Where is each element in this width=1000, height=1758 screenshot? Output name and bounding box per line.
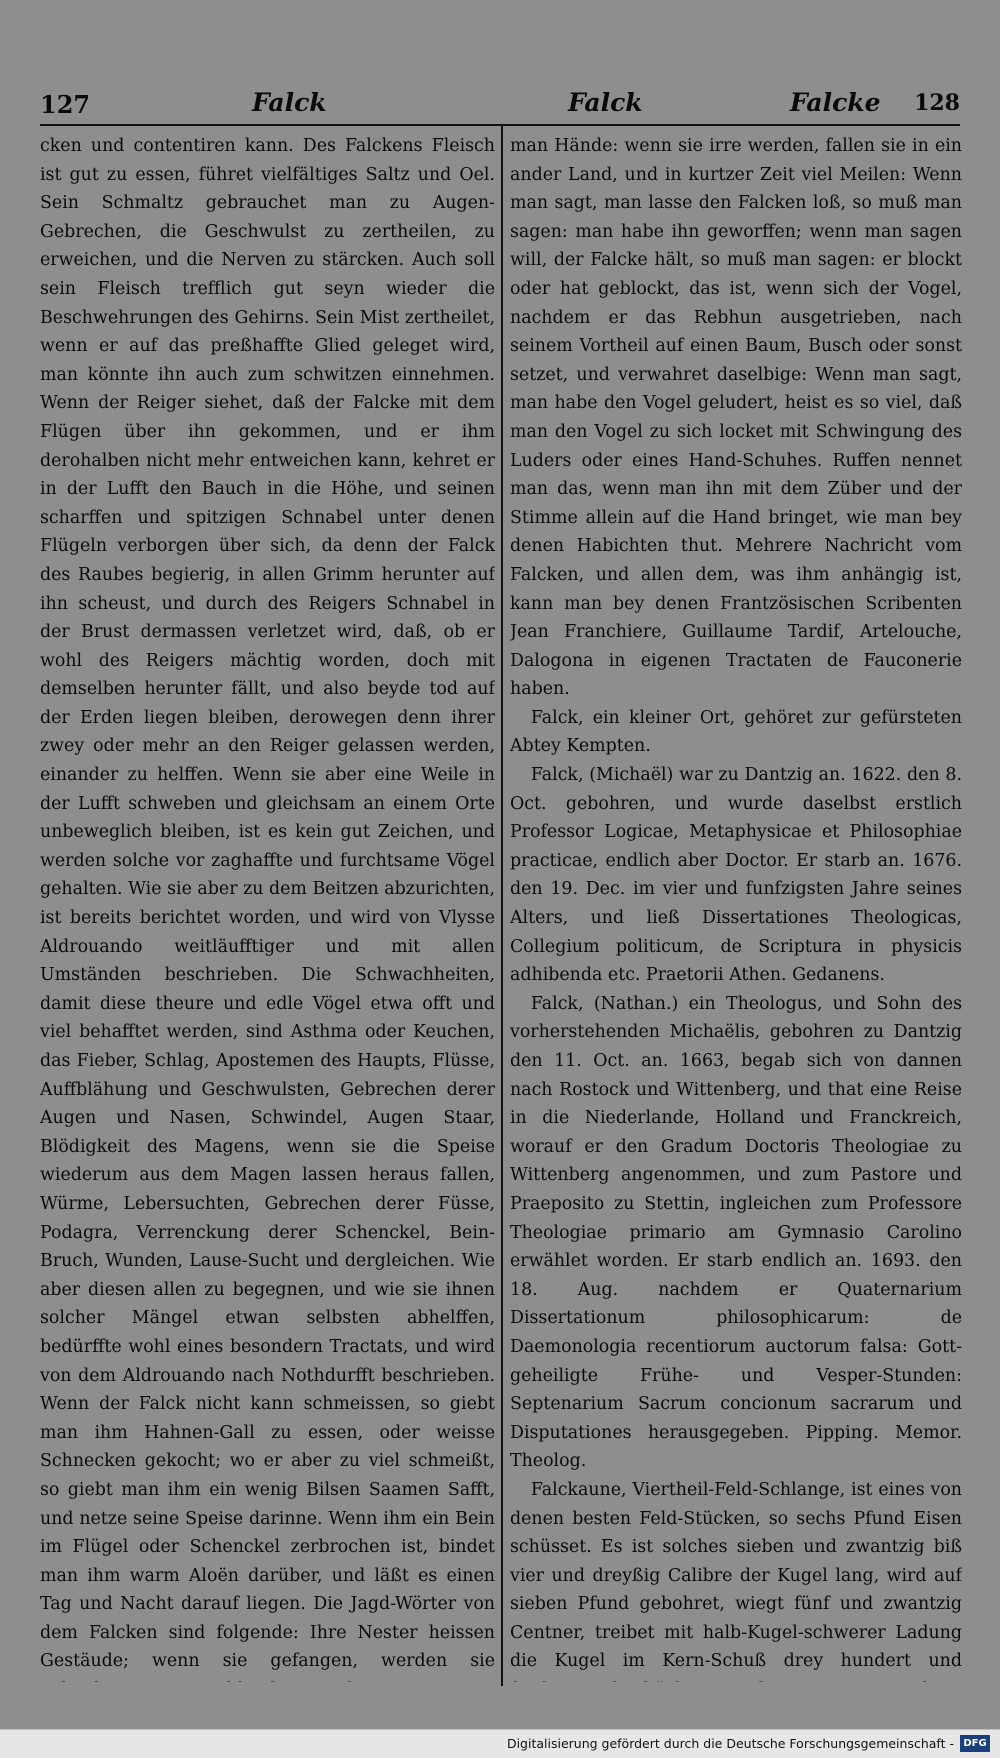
dfg-logo: DFG <box>960 1735 990 1752</box>
page-number-right: 128 <box>914 90 960 116</box>
paragraph: man Hände: wenn sie irre werden, fallen sie in ein ander Land, und in kurtzer Zeit viel Meilen: Wenn man sagt, man lasse den Falcken loß, so muß man sagen: man habe ihn geworffen; wenn man sagen will, der Falcke hält, so muß man sagen: er blockt oder hat geblockt, das ist, wenn sich der Vogel, nachdem er das Rebhun ausgetrieben, nach seinem Vortheil auf einen Baum, Busch oder sonst setzet, und verwahret daselbige: Wenn man sagt, man habe den Vogel geludert, heist es so viel, daß man den Vogel zu sich locket mit Schwingung des Luders oder eines Hand-Schuhes. Ruffen nennet man das, wenn man ihn mit dem Züber und der Stimme allein auf die Hand bringet, wie man bey denen Habichten thut. Mehrere Nachricht vom Falcken, und allen dem, was ihm anhängig ist, kann man bey denen Frantzösischen Scribenten Jean Franchiere, Guillaume Tardif, Artelouche, Dalogona in eigenen Tractaten de Fauconerie haben. <box>510 136 962 700</box>
footer-bar <box>0 1729 1000 1758</box>
entry: Falck, (Nathan.) ein Theologus, und Sohn des vorherstehenden Michaëlis, gebohren zu Dantzig den 11. Oct. an. 1663, begab sich von dannen nach Rostock und Wittenberg, und that eine Reise in die Niederlande, Holland und Franckreich, worauf er den Gradum Doctoris Theologiae zu Wittenberg angenommen, und zum Pastore und Praeposito zu Stettin, ingleichen zum Professore Theologiae primario am Gymnasio Carolino erwählet worden. Er starb endlich an. 1693. den 18. Aug. nachdem er Quaternarium Dissertationum philosophicarum: de Daemonologia recentiorum auctorum falsa: Gott-geheiligte Frühe- und Vesper-Stunden: Septenarium Sacrum concionum sacrarum und Disputationes herausgegeben. Pipping. Memor. Theolog. <box>510 993 962 1472</box>
page-number-left: 127 <box>40 90 91 119</box>
entry: Falck, ein kleiner Ort, gehöret zur gefürsteten Abtey Kempten. <box>510 707 962 757</box>
paragraph: cken und contentiren kann. Des Falckens Fleisch ist gut zu essen, führet vielfältiges Saltz und Oel. Sein Schmaltz gebrauchet man zu Augen-Gebrechen, die Geschwulst zu zertheilen, zu erweichen, und die Nerven zu stärcken. Auch soll sein Fleisch trefflich gut seyn wieder die Beschwehrungen des Gehirns. Sein Mist zertheilet, wenn er auf das preßhaffte Glied geleget wird, man könnte ihn auch zum schwitzen einnehmen. Wenn der Reiger siehet, daß der Falcke mit dem Flügen über ihn gekommen, und er ihm derohalben nicht mehr entweichen kann, kehret er in der Lufft den Bauch in die Höhe, und seinen scharffen und spitzigen Schnabel unter denen Flügeln verborgen über sich, da denn der Falck des Raubes begierig, in allen Grimm herunter auf ihn scheust, und durch des Reigers Schnabel in der Brust dermassen verletzet wird, daß, ob er wohl des Reigers mächtig worden, doch mit demselben herunter fällt, und also beyde tod auf der Erden liegen bleiben, derowegen denn ihrer zwey oder mehr an den Reiger gelassen werden, einander zu helffen. Wenn sie aber eine Weile in der Lufft schweben und gleichsam an einem Orte unbeweglich bleiben, ist es kein gut Zeichen, und werden solche vor zaghaffte und furchtsame Vögel gehalten. Wie sie aber zu dem Beitzen abzurichten, ist bereits berichtet worden, und wird von Vlysse Aldrouando weitläufftiger und mit allen Umständen beschrieben. Die Schwachheiten, damit diese theure und edle Vögel etwa offt und viel behafftet werden, sind Asthma oder Keuchen, das Fieber, Schlag, Apostemen des Haupts, Flüsse, Auffblähung und Geschwulsten, Gebrechen derer Augen und Nasen, Schwindel, Augen Staar, Blödigkeit des Magens, wenn sie die Speise wiederum aus dem Magen lassen heraus fallen, Würme, Lebersuchten, Gebrechen derer Füsse, Podagra, Verrenckung derer Schenckel, Bein-Bruch, Wunden, Lause-Sucht und dergleichen. Wie aber diesen allen zu begegnen, und wie sie ihnen solcher Mängel etwan selbsten abhelffen, bedürffte wohl eines besondern Tractats, und wird von dem Aldrouando nach Nothdurfft beschrieben. Wenn der Falck nicht kann schmeissen, so giebt man ihm Hahnen-Gall zu essen, oder weisse Schnecken gekocht; wo er aber zu viel schmeißt, so giebt man ihm ein wenig Bilsen Saamen Safft, und netze seine Speise darinne. Wenn ihm ein Bein im Flügel oder Schenckel zerbrochen ist, bindet man ihm warm Aloën darüber, und läßt es einen Tag und Nacht darauf liegen. Die Jagd-Wörter von dem Falcken sind folgende: Ihre Nester heissen Gestäude; wenn sie gefangen, werden sie <box>40 136 495 1672</box>
keyword-right: Falcke <box>790 88 881 117</box>
entry: Falckaune, Viertheil-Feld-Schlange, ist eines von denen besten Feld-Stücken, so sechs Pfund Eisen schüsset. Es ist solches sieben und zwantzig biß vier und dreyßig Calibre der Kugel lang, wird auf sieben Pfund gebohret, wiegt fünf und zwantzig Centner, treibet mit halb-Kugel-schwerer Ladung die Kugel im Kern-Schuß drey hundert und <box>510 1479 962 1672</box>
left-column <box>40 132 495 1682</box>
keyword-left: Falck <box>252 88 327 117</box>
footer-credit: Digitalisierung gefördert durch die Deutsche Forschungsgemeinschaft - <box>506 1736 954 1751</box>
header-rule <box>40 124 960 126</box>
column-divider <box>501 126 503 1686</box>
right-column <box>510 132 962 1682</box>
keyword-middle: Falck <box>568 88 643 117</box>
page-header <box>0 82 1000 122</box>
entry: Falck, (Michaël) war zu Dantzig an. 1622. den 8. Oct. gebohren, und wurde daselbst erstlich Professor Logicae, Metaphysicae et Philosophiae practicae, endlich aber Doctor. Er starb an. 1676. den 19. Dec. im vier und funfzigsten Jahre seines Alters, und ließ Dissertationes Theologicas, Collegium politicum, de Scriptura in physicis adhibenda etc. Praetorii Athen. Gedanens. <box>510 765 962 986</box>
